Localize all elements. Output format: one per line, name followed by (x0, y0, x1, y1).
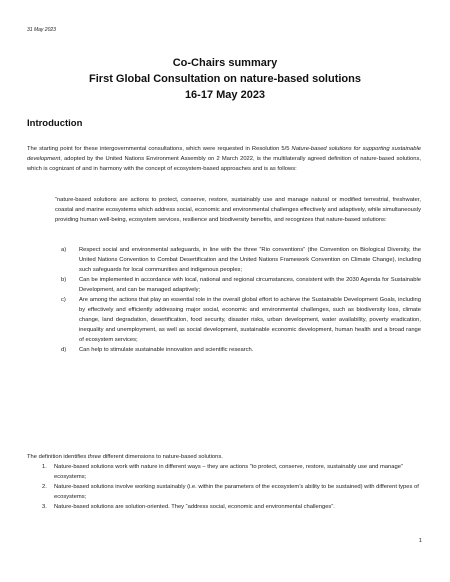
list-marker: d) (61, 347, 67, 353)
quote-list (55, 245, 421, 355)
list-item-text: Nature-based solutions involve working sustainably (i.e. within the parameters of the ecosystem’s ability to be sustained) with different types of ecosystems; (54, 484, 419, 500)
intro-text-part-2: , adopted by the United Nations Environment Assembly on 2 March 2022, is the multilaterally agreed definition of nature-based solutions, which is cognizant of and in harmony with the concept of ecosystem-based approaches and is as follows: (27, 156, 421, 172)
dimensions-list (27, 462, 421, 512)
list-item (27, 482, 421, 502)
list-item-text: Can be implemented in accordance with local, national and regional circumstances, consistent with the 2030 Agenda for Sustainable Development, and can be managed adaptively; (79, 277, 421, 293)
list-item-text: Nature-based solutions are solution-oriented. They “address social, economic and environmental challenges”. (54, 504, 335, 510)
list-marker: c) (61, 297, 66, 303)
title-line-3: 16-17 May 2023 (184, 89, 266, 101)
document-title (0, 55, 450, 103)
document-date: 31 May 2023 (27, 27, 56, 33)
title-line-2: First Global Consultation on nature-based solutions (89, 73, 361, 85)
title-line-1: Co-Chairs summary (172, 57, 278, 69)
list-item (55, 345, 421, 355)
section-heading-introduction: Introduction (27, 118, 83, 129)
list-item-text: Are among the actions that play an essential role in the overall global effort to achieve the Sustainable Development Goals, including by effectively and efficiently addressing major social, economic and environmental challenges, such as biodiversity loss, climate change, land degradation, desertification, food security, disaster risks, urban development, water availability, poverty eradication, inequality and unemployment, as well as social development, sustainable economic development, human health and a broad range of ecosystem services; (79, 297, 421, 343)
intro-text-part-1: The starting point for these intergovernmental consultations, which were requested in Resolution 5/5 (27, 146, 292, 152)
list-marker: a) (61, 247, 67, 253)
list-item (55, 245, 421, 275)
definition-paragraph (27, 452, 421, 462)
definition-emphasis: three (87, 454, 102, 460)
list-item (55, 295, 421, 345)
page-number: 1 (418, 538, 422, 544)
intro-resolution-title: Nature-based solutions for supporting sustainable development (27, 146, 421, 162)
definition-quote (55, 195, 421, 225)
list-marker: 2. (42, 484, 47, 490)
list-item-text: Respect social and environmental safeguards, in line with the three “Rio conventions” (the Convention on Biological Diversity, the United Nations Convention to Combat Desertification and the United Nations Framework Convention on Climate Change), including such safeguards for local communities and indigenous peoples; (79, 247, 421, 273)
definition-text-part-2: different dimensions to nature-based solutions. (101, 454, 223, 460)
intro-paragraph (27, 144, 421, 174)
list-item (27, 502, 421, 512)
list-item (27, 462, 421, 482)
list-item (55, 275, 421, 295)
list-marker: 3. (42, 504, 47, 510)
list-marker: 1. (42, 464, 47, 470)
definition-text-part-1: The definition identifies (27, 454, 88, 460)
list-item-text: Nature-based solutions work with nature in different ways – they are actions “to protect, conserve, restore, sustainably use and manage” ecosystems; (54, 464, 403, 480)
list-marker: b) (61, 277, 67, 283)
list-item-text: Can help to stimulate sustainable innovation and scientific research. (79, 347, 254, 353)
quote-text: “nature-based solutions are actions to protect, conserve, restore, sustainably use and manage natural or modified terrestrial, freshwater, coastal and marine ecosystems which address social, economic and environmental challenges effectively and adaptively, while simultaneously providing human well-being, ecosystem services, resilience and biodiversity benefits, and recognizes that nature-based solutions: (55, 197, 421, 223)
